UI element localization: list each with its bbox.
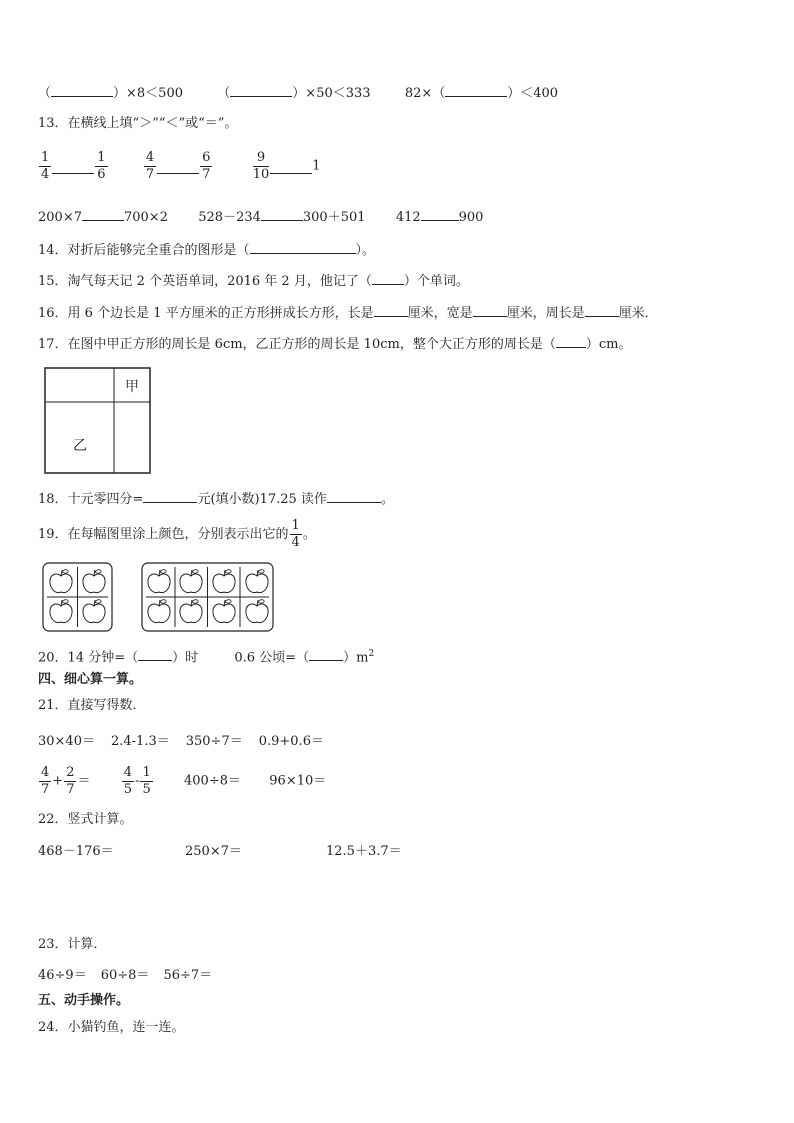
q16-blank-length[interactable] <box>374 303 408 317</box>
section-4-heading: 四、细心算一算。 <box>38 672 143 687</box>
q13-blank-6[interactable] <box>421 207 459 221</box>
q20-blank-hours[interactable] <box>138 647 172 661</box>
q13-blank-3[interactable] <box>270 160 312 174</box>
q18-blank-read[interactable] <box>327 489 381 503</box>
fraction: $\frac{6}{7}$ <box>202 150 211 182</box>
q22-b: 250×7＝ <box>185 844 242 859</box>
q23-title: 23．计算． <box>38 937 107 952</box>
q18-blank-yuan[interactable] <box>143 489 197 503</box>
q22-a: 468－176＝ <box>38 844 114 859</box>
q17-square-figure <box>43 366 153 476</box>
q13-title: 13．在横线上填“＞”“＜”或“＝”。 <box>38 116 238 131</box>
apple-icon <box>180 570 202 593</box>
apple-icon <box>180 600 202 623</box>
q22-title: 22．竖式计算。 <box>38 812 133 827</box>
q16-line: 16．用 6 个边长是 1 平方厘米的正方形拼成长方形，长是 厘米，宽是 厘米，周长是 厘米． <box>38 303 658 323</box>
q17-line: 17．在图中甲正方形的周长是 6cm，乙正方形的周长是 10cm，整个大正方形的周长是（ ）cm。 <box>38 334 631 354</box>
q13-blank-2[interactable] <box>157 160 199 174</box>
q15-blank[interactable] <box>372 271 404 285</box>
q21-title: 21．直接写得数． <box>38 698 146 713</box>
q19-line: 19．在每幅图里涂上颜色，分别表示出它的 $\frac{1}{4}$ 。 <box>38 518 316 550</box>
apple-box-8 <box>141 562 275 632</box>
q13-expressions: 200×7 700×2 528－234 300＋501 412 900 <box>38 207 483 227</box>
q16-blank-width[interactable] <box>473 303 507 317</box>
label-yi: 乙 <box>73 438 87 454</box>
q12-line: （ ）×8＜500 （ ）×50＜333 82×（ ）＜400 <box>38 83 558 103</box>
apple-icon <box>83 600 105 623</box>
q13-blank-5[interactable] <box>261 207 303 221</box>
q13-blank-4[interactable] <box>82 207 124 221</box>
section-5-heading: 五、动手操作。 <box>38 993 130 1008</box>
q14-blank[interactable] <box>250 240 356 254</box>
q12-blank-a[interactable] <box>51 83 113 97</box>
q15-line: 15．淘气每天记 2 个英语单词，2016 年 2 月，他记了（ ）个单词。 <box>38 271 469 291</box>
apple-icon <box>148 570 170 593</box>
q14-line: 14．对折后能够完全重合的图形是（ ）。 <box>38 240 375 260</box>
q12-blank-c[interactable] <box>445 83 507 97</box>
q20-line: 20．14 分钟=（ ）时 0.6 公顷=（ ）$m^2$ <box>38 649 375 666</box>
apple-icon <box>50 600 72 623</box>
apple-icon <box>50 570 72 593</box>
fraction: $\frac{4}{7}$ <box>41 765 50 797</box>
q18-line: 18．十元零四分= 元(填小数)17.25 读作 。 <box>38 489 394 509</box>
apple-icon <box>213 600 235 623</box>
q13-fractions: $\frac{1}{4}$ $\frac{1}{6}$ $\frac{4}{7}$ $\frac{6}{7}$ $\frac{9}{10}$ 1 <box>41 150 321 182</box>
fraction: $\frac{1}{4}$ <box>291 518 300 550</box>
apple-icon <box>83 570 105 593</box>
fraction: $\frac{1}{6}$ <box>97 150 106 182</box>
q20-blank-area[interactable] <box>309 647 343 661</box>
fraction: $\frac{2}{7}$ <box>66 765 75 797</box>
q17-blank[interactable] <box>556 334 586 348</box>
q21-row-1: 30×40＝ 2.4-1.3＝ 350÷7＝ 0.9+0.6＝ <box>38 734 324 749</box>
apple-icon <box>246 570 268 593</box>
apple-icon <box>148 600 170 623</box>
q21-row-2: $\frac{4}{7}$ + $\frac{2}{7}$ ＝ $\frac{4}{5}$ - $\frac{1}{5}$ 400÷8＝ 96×10＝ <box>41 765 327 797</box>
apple-icon <box>213 570 235 593</box>
q22-c: 12.5＋3.7＝ <box>326 844 402 859</box>
q23-row: 46÷9＝ 60÷8＝ 56÷7＝ <box>38 968 213 983</box>
q13-blank-1[interactable] <box>52 160 94 174</box>
fraction: $\frac{4}{7}$ <box>145 150 155 182</box>
apple-box-4 <box>42 562 114 632</box>
q16-blank-perimeter[interactable] <box>585 303 619 317</box>
fraction: $\frac{9}{10}$ <box>252 150 270 182</box>
fraction: $\frac{1}{5}$ <box>142 765 151 797</box>
label-jia: 甲 <box>125 379 139 395</box>
q12-blank-b[interactable] <box>230 83 292 97</box>
fraction: $\frac{4}{5}$ <box>123 765 133 797</box>
q24-line: 24．小猫钓鱼，连一连。 <box>38 1020 185 1035</box>
fraction: $\frac{1}{4}$ <box>41 150 50 182</box>
apple-icon <box>246 600 268 623</box>
